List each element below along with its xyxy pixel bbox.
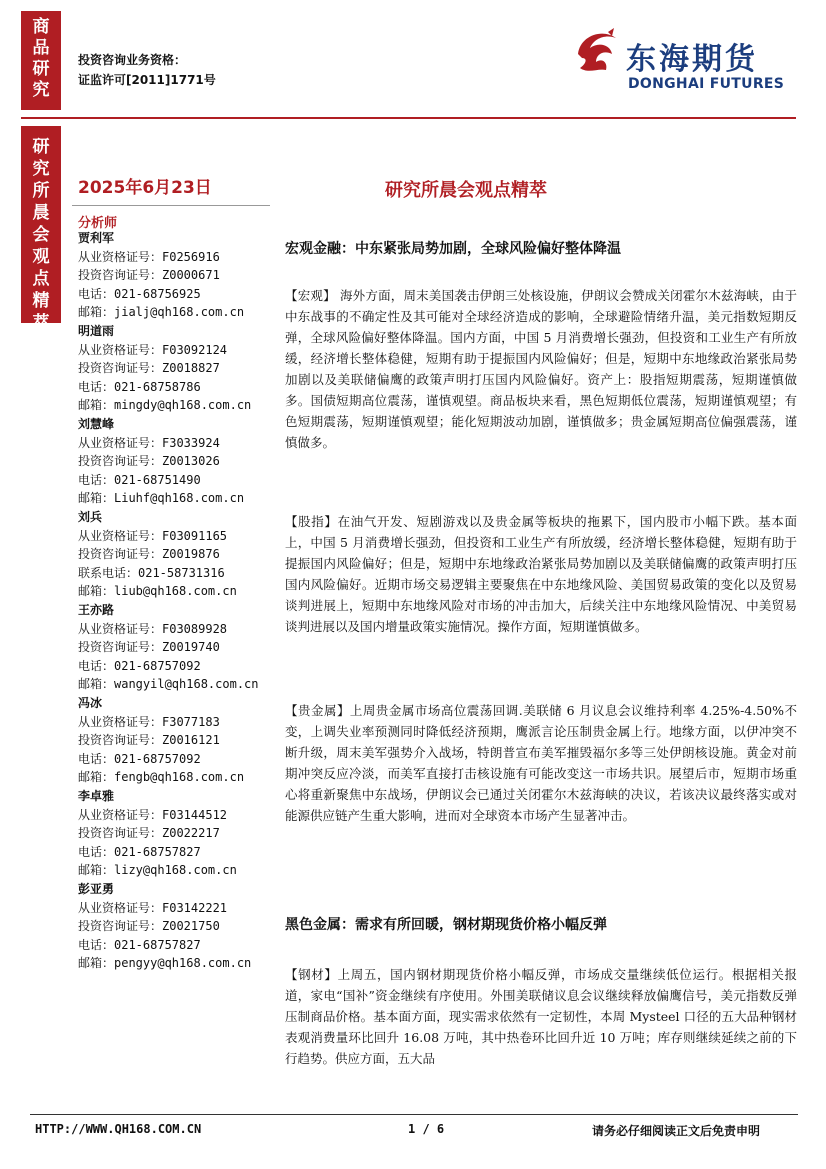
analyst-name: 冯冰 <box>78 696 103 710</box>
analyst-contact-line: 邮箱：wangyil@qh168.com.cn <box>78 677 259 691</box>
analyst-contact-line: 邮箱：liub@qh168.com.cn <box>78 584 237 598</box>
analyst-contact-line: 投资咨询证号：Z0018827 <box>78 361 220 375</box>
analyst-contact-line: 邮箱：lizy@qh168.com.cn <box>78 863 237 877</box>
company-logo <box>568 24 798 100</box>
analyst-card <box>78 601 259 694</box>
analyst-contact-line: 邮箱：Liuhf@qh168.com.cn <box>78 491 245 505</box>
section-paragraph: 【宏观】 海外方面，周末美国袭击伊朗三处核设施，伊朗议会赞成关闭霍尔木兹海峡，由于中东战事的不确定性及其可能对全球经济造成的影响，全球避险情绪升温，美元指数短期反弹，全球风险偏好整体降温。国内方面，中国 5 月消费增长强劲，但投资和工业生产有所放缓，经济增长整体稳健，短期有助于提振国内风险偏好；但是，短期中东地缘政治紧张局势加剧以及美联储偏鹰的政策声明打压国内风险偏好。资产上：股指短期震荡，短期谨慎做多。国债短期高位震荡，谨慎观望。商品板块来看，黑色短期低位震荡，短期谨慎观望；有色短期震荡，短期谨慎观望；能化短期波动加剧，谨慎做多；贵金属短期高位偏强震荡，谨慎做多。 <box>285 288 797 450</box>
analyst-contact-line: 联系电话：021-58731316 <box>78 565 225 580</box>
analyst-name: 刘兵 <box>78 510 103 524</box>
analyst-card <box>78 229 244 322</box>
page-number: 1 / 6 <box>408 1122 445 1136</box>
page-title: 研究所晨会观点精萃 <box>385 180 547 201</box>
analyst-contact-line: 从业资格证号：F03091165 <box>78 528 228 543</box>
analyst-contact-line: 电话：021-68757092 <box>78 751 201 766</box>
analyst-contact-line: 从业资格证号：F0256916 <box>78 249 220 264</box>
section-paragraph: 【钢材】上周五，国内钢材期现货价格小幅反弹，市场成交量继续低位运行。根据相关报道，家电“国补”资金继续有序使用。外围美联储议息会议继续释放偏鹰信号，美元指数反弹压制商品价格。基本面方面，现实需求依然有一定韧性，本周 Mysteel 口径的五大品种钢材表观消费量环比回升 16.08 万吨，其中热卷环比回升近 10 万吨；库存则继续延续之前的下行趋势。供应方面，五大品 <box>285 967 797 1066</box>
analyst-card <box>78 322 251 415</box>
analyst-contact-line: 投资咨询证号：Z0016121 <box>78 733 220 747</box>
analyst-contact-line: 电话：021-68757827 <box>78 937 201 952</box>
left-divider <box>72 205 270 206</box>
analyst-card <box>78 880 251 973</box>
footer-divider <box>30 1114 798 1115</box>
analyst-contact-line: 投资咨询证号：Z0019740 <box>78 640 220 654</box>
report-series-tag: 研 究 所 晨 会 观 点 精 萃 <box>21 126 61 323</box>
analyst-contact-line: 从业资格证号：F03089928 <box>78 621 228 636</box>
analyst-contact-line: 邮箱：pengyy@qh168.com.cn <box>78 956 252 970</box>
analyst-name: 明道雨 <box>78 324 115 338</box>
analyst-contact-line: 邮箱：fengb@qh168.com.cn <box>78 770 245 784</box>
analyst-contact-line: 从业资格证号：F3077183 <box>78 714 220 729</box>
license-info <box>78 50 216 90</box>
logo-text-cn: 东海期货 <box>626 42 758 77</box>
analyst-card <box>78 694 244 787</box>
analyst-contact-line: 投资咨询证号：Z0000671 <box>78 268 220 282</box>
logo-text-en: DONGHAI FUTURES <box>628 76 785 92</box>
analyst-name: 李卓雅 <box>78 789 115 803</box>
analyst-card <box>78 508 237 601</box>
category-tag: 商 品 研 究 <box>21 11 61 110</box>
analyst-heading: 分析师 <box>78 216 118 231</box>
analyst-contact-line: 投资咨询证号：Z0021750 <box>78 919 220 933</box>
analyst-contact-line: 电话：021-68756925 <box>78 286 201 301</box>
license-line-2: 证监许可[2011]1771号 <box>78 73 216 87</box>
analyst-contact-line: 投资咨询证号：Z0022217 <box>78 826 220 840</box>
report-date: 2025年6月23日 <box>78 178 212 198</box>
dragon-logo-icon <box>568 24 628 84</box>
analyst-card <box>78 415 244 508</box>
analyst-name: 贾利军 <box>78 231 115 245</box>
section-heading: 黑色金属：需求有所回暖，钢材期现货价格小幅反弹 <box>285 917 607 933</box>
analyst-contact-line: 邮箱：mingdy@qh168.com.cn <box>78 398 252 412</box>
analyst-card <box>78 787 237 880</box>
section-paragraph: 【贵金属】上周贵金属市场高位震荡回调.美联储 6 月议息会议维持利率 4.25%-4.50%不变，上调失业率预测同时降低经济预期，鹰派言论压制贵金属上行。地缘方面，以伊冲突不断升级，周末美军强势介入战场，特朗普宣布美军摧毁福尔多等三处伊朗核设施。黄金对前期冲突反应冷淡，而美军直接打击核设施有可能改变这一市场共识。展望后市，短期市场重心将重新聚焦中东战场，伊朗议会已通过关闭霍尔木兹海峡的决议，若该决议最终落实或对能源供应链产生重大影响，进而对全球资本市场产生显著冲击。 <box>285 703 797 823</box>
analyst-contact-line: 投资咨询证号：Z0013026 <box>78 454 220 468</box>
analyst-contact-line: 邮箱：jialj@qh168.com.cn <box>78 305 245 319</box>
analyst-contact-line: 从业资格证号：F03144512 <box>78 807 228 822</box>
analyst-contact-line: 电话：021-68757827 <box>78 844 201 859</box>
analyst-contact-line: 从业资格证号：F3033924 <box>78 435 220 450</box>
analyst-contact-line: 电话：021-68751490 <box>78 472 201 487</box>
footer-disclaimer: 请务必仔细阅读正文后免责申明 <box>592 1124 761 1138</box>
analyst-name: 王亦路 <box>78 603 115 617</box>
analyst-contact-line: 从业资格证号：F03142221 <box>78 900 228 915</box>
analyst-contact-line: 电话：021-68758786 <box>78 379 201 394</box>
footer-url: HTTP://WWW.QH168.COM.CN <box>35 1122 202 1136</box>
section-heading: 宏观金融：中东紧张局势加剧，全球风险偏好整体降温 <box>285 241 621 257</box>
analyst-contact-line: 投资咨询证号：Z0019876 <box>78 547 220 561</box>
license-line-1: 投资咨询业务资格： <box>78 53 187 67</box>
analyst-name: 刘慧峰 <box>78 417 115 431</box>
analyst-contact-line: 从业资格证号：F03092124 <box>78 342 228 357</box>
analyst-name: 彭亚勇 <box>78 882 115 896</box>
section-paragraph: 【股指】在油气开发、短剧游戏以及贵金属等板块的拖累下，国内股市小幅下跌。基本面上，中国 5 月消费增长强劲，但投资和工业生产有所放缓，经济增长整体稳健，短期有助于提振国内风险偏好；但是，短期中东地缘政治紧张局势加剧以及美联储偏鹰的政策声明打压国内风险偏好。近期市场交易逻辑主要聚焦在中东地缘风险、美国贸易政策的变化以及贸易谈判进展上，短期中东地缘风险对市场的冲击加大，后续关注中东地缘风险情况、中美贸易谈判进展以及国内增量政策实施情况。操作方面，短期谨慎做多。 <box>285 514 797 634</box>
analyst-contact-line: 电话：021-68757092 <box>78 658 201 673</box>
header-divider <box>21 117 796 119</box>
